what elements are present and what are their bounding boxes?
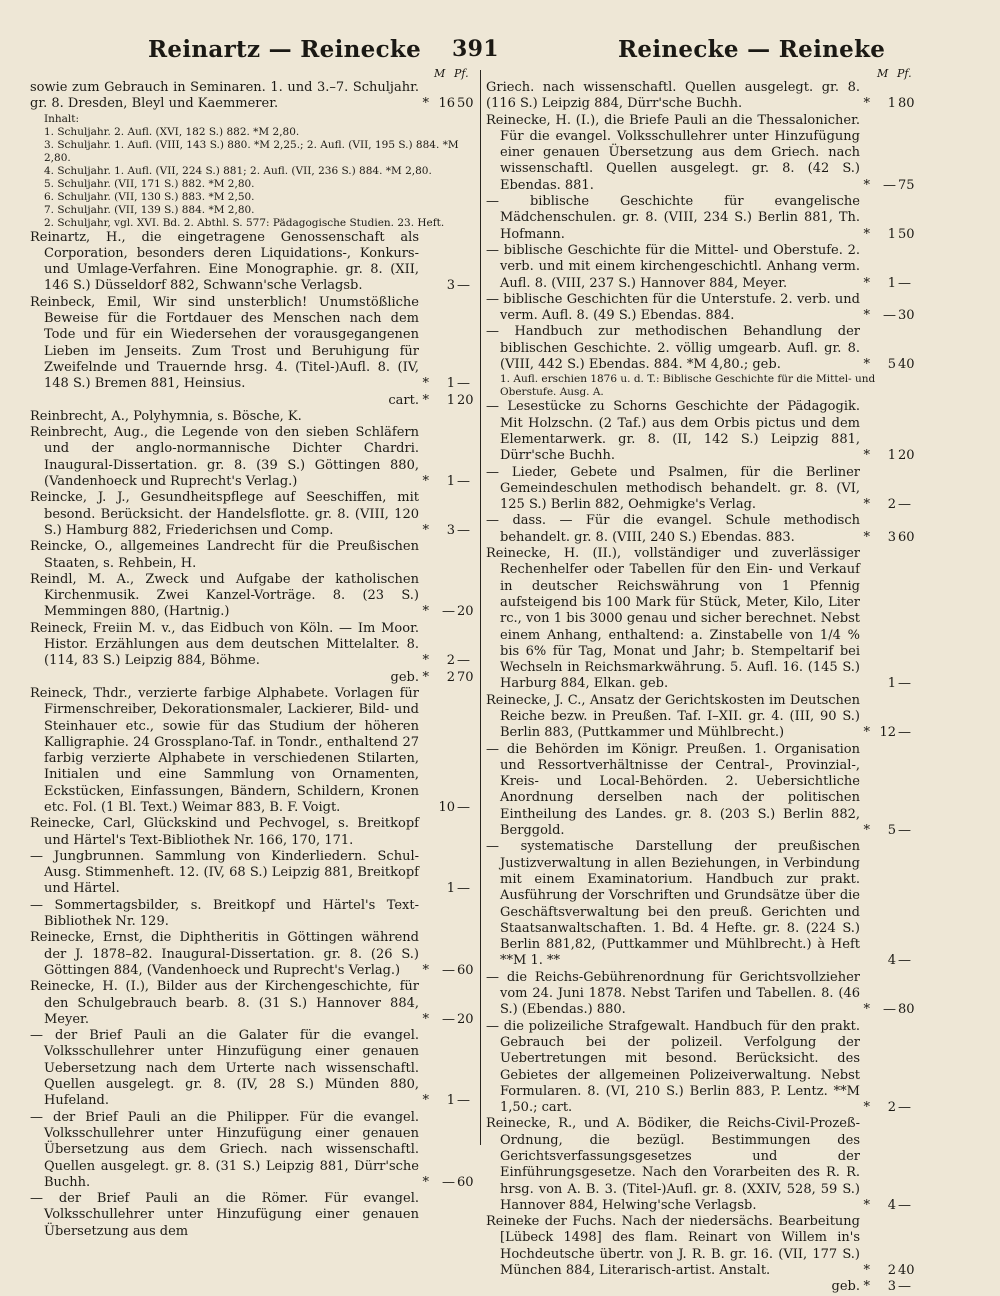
catalog-entry xyxy=(30,490,477,539)
catalog-entry xyxy=(486,80,918,113)
price-pfennig: — xyxy=(898,676,911,692)
price-mark: 1 xyxy=(887,448,896,464)
catalog-entry xyxy=(30,539,477,572)
price-pfennig: — xyxy=(898,1197,911,1213)
entry-text: — Lesestücke zu Schorns Geschichte der Pädagogik. Mit Holzschn. (2 Taf.) aus dem Orbis pictus und dem Elementarwerk. gr. 8. (II, 142 S.) Leipzig 881, Dürr'sche Buchh. xyxy=(486,399,860,464)
catalog-entry xyxy=(30,816,477,849)
price-mark: 1 xyxy=(446,1093,455,1109)
price-star: * xyxy=(422,653,429,669)
entry-text: Reinecke, Ernst, die Diphtheritis in Göttingen während der J. 1878–82. Inaugural-Dissertation. gr. 8. (26 S.) Göttingen 884, (Vandenhoeck und Ruprecht's Verlag.) xyxy=(30,930,419,978)
price-pfennig: 60 xyxy=(898,529,915,545)
price-mark: 2 xyxy=(446,669,455,685)
price-star: * xyxy=(422,96,429,112)
entry-text: — der Brief Pauli an die Galater für die evangel. Volksschullehrer unter Hinzufügung einer genauen Uebersetzung nach dem Urterte nach wissenschaftl. Quellen ausgelegt. gr. 8. (IV, 28 S.) Münden 880, Hufeland. xyxy=(30,1028,419,1109)
price-mark: 1 xyxy=(446,881,455,897)
price-mark: 1 xyxy=(887,96,896,112)
entry-text: Reinecke, H. (II.), vollständiger und zuverlässiger Rechenhelfer oder Tabellen für den Ein- und Verkauf in deutscher Reichswährung von 1 Pfennig aufsteigend bis 100 Mark für Stück, Meter, Kilo, Liter rc., von 1 bis 3000 genau und sicher berechnet. Nebst einem Anhang, enthaltend: a. Zinstabelle von 1/4 % bis 6% für Tag, Monat und Jahr; b. Stempeltarif bei Wechseln in Reichsmarkwährung. 5. Aufl. 16. (145 S.) Harburg 884, Elkan. geb. xyxy=(486,546,860,692)
entry-text: — Jungbrunnen. Sammlung von Kinderliedern. Schul-Ausg. Stimmenheft. 12. (IV, 68 S.) Leipzig 881, Breitkopf und Härtel. xyxy=(30,848,419,897)
catalog-entry xyxy=(30,1028,477,1109)
price-mark: 1 xyxy=(887,226,896,242)
price-star: * xyxy=(863,448,870,464)
price-mark: 5 xyxy=(887,357,896,373)
catalog-entry xyxy=(30,230,477,295)
price-pfennig: 75 xyxy=(898,177,915,193)
catalog-entry xyxy=(30,572,477,621)
entry-text: cart. xyxy=(388,392,419,408)
column-divider xyxy=(480,70,481,1145)
price-mark: 1 xyxy=(446,474,455,490)
entry-text: Reinecke, H. (I.), die Briefe Pauli an die Thessalonicher. Für die evangel. Volksschullehrer unter Hinzufügung einer genauen Übersetzung aus dem Griech. nach wissenschaftl. Quellen ausgelegt. gr. 8. (42 S.) Ebendas. 881. xyxy=(486,112,860,193)
price-pfennig: — xyxy=(457,881,470,897)
unit-pfennig: Pf. xyxy=(454,67,469,80)
price-mark: — xyxy=(883,177,896,193)
note-line: 5. Schuljahr. (VII, 171 S.) 882. *M 2,80. xyxy=(44,177,255,190)
price-star: * xyxy=(863,1197,870,1213)
entry-text: Reinecke, Carl, Glückskind und Pechvogel, s. Breitkopf und Härtel's Text-Bibliothek Nr. 166, 170, 171. xyxy=(30,816,419,848)
entry-text: Reinbeck, Emil, Wir sind unsterblich! Unumstößliche Beweise für die Fortdauer des Menschen nach dem Tode und für ein Wiedersehen der vorausgegangenen Lieben im Jenseits. Zum Trost und Beruhigung für Zweifelnde und Trauernde hrsg. 4. (Titel-)Aufl. 8. (IV, 148 S.) Bremen 881, Heinsius. xyxy=(30,294,419,392)
price-mark: 1 xyxy=(887,275,896,291)
price-pfennig: — xyxy=(457,522,470,538)
page-number: 391 xyxy=(452,36,499,62)
price-star: * xyxy=(863,308,870,324)
entry-text: — Lieder, Gebete und Psalmen, für die Berliner Gemeindeschulen methodisch behandelt. gr. 8. (VI, 125 S.) Berlin 882, Oehmigke's Verlag. xyxy=(486,464,860,513)
catalog-entry xyxy=(30,80,477,113)
price-star: * xyxy=(863,1279,870,1295)
price-mark: — xyxy=(442,962,455,978)
note-line: 1. Aufl. erschien 1876 u. d. T.: Biblische Geschichte für die Mittel- und Oberstufe. Ausg. A. xyxy=(500,373,876,399)
price-star: * xyxy=(863,357,870,373)
price-pfennig: — xyxy=(457,278,470,294)
entry-text: — biblische Geschichten für die Unterstufe. 2. verb. und verm. Aufl. 8. (49 S.) Ebendas. 884. xyxy=(486,291,860,324)
unit-mark: M xyxy=(877,67,889,80)
catalog-entry xyxy=(30,670,477,686)
price-mark: 3 xyxy=(446,278,455,294)
price-pfennig: — xyxy=(898,497,911,513)
right-column xyxy=(486,66,918,1295)
price-pfennig: — xyxy=(457,376,470,392)
entry-text: Reincke, O., allgemeines Landrecht für die Preußischen Staaten, s. Rehbein, H. xyxy=(30,539,419,571)
entry-text: — Sommertagsbilder, s. Breitkopf und Härtel's Text-Bibliothek Nr. 129. xyxy=(30,897,419,930)
catalog-entry xyxy=(486,1116,918,1214)
catalog-entry xyxy=(486,546,918,693)
price-mark: 10 xyxy=(438,799,455,815)
price-mark: 4 xyxy=(887,953,896,969)
catalog-entry xyxy=(30,1191,477,1240)
entry-note xyxy=(30,113,477,230)
price-pfennig: — xyxy=(898,953,911,969)
price-pfennig: — xyxy=(457,653,470,669)
note-line: 4. Schuljahr. 1. Aufl. (VII, 224 S.) 881; 2. Aufl. (VII, 236 S.) 884. *M 2,80. xyxy=(44,164,432,177)
catalog-entry xyxy=(486,113,918,194)
price-star: * xyxy=(863,725,870,741)
price-pfennig: — xyxy=(898,725,911,741)
catalog-entry xyxy=(486,243,918,292)
price-mark: — xyxy=(442,604,455,620)
catalog-entry xyxy=(486,399,918,464)
price-star: * xyxy=(422,962,429,978)
price-star: * xyxy=(863,1002,870,1018)
price-star: * xyxy=(863,275,870,291)
note-line: Inhalt: xyxy=(44,112,80,125)
catalog-entry xyxy=(486,513,918,546)
price-mark: 1 xyxy=(446,376,455,392)
catalog-entry xyxy=(30,1110,477,1191)
catalog-entry xyxy=(486,693,918,742)
price-mark: 16 xyxy=(438,96,455,112)
price-pfennig: — xyxy=(457,474,470,490)
entry-text: Reineck, Thdr., verzierte farbige Alphabete. Vorlagen für Firmenschreiber, Dekorationsmaler, Lackierer, Bild- und Steinhauer etc., sowie für das Studium der höheren Kalligraphie. 24 Grossplano-Taf. in Tondr., enthaltend 27 farbig verzierte Alphabete in verschiedenen Stilarten, Initialen und eine Sammlung von Ornamenten, Eckstücken, Einfassungen, Bändern, Schildern, Kronen etc. Fol. (1 Bl. Text.) Weimar 883, B. F. Voigt. xyxy=(30,685,419,815)
catalog-entry xyxy=(30,425,477,490)
entry-text: Griech. nach wissenschaftl. Quellen ausgelegt. gr. 8. (116 S.) Leipzig 884, Dürr'sche Buchh. xyxy=(486,80,860,112)
price-mark: 2 xyxy=(887,1263,896,1279)
running-head-left: Reinartz — Reinecke xyxy=(148,36,422,63)
price-star: * xyxy=(863,96,870,112)
catalog-entry xyxy=(486,465,918,514)
price-pfennig: — xyxy=(898,1100,911,1116)
price-star: * xyxy=(863,823,870,839)
price-mark: 2 xyxy=(446,653,455,669)
price-pfennig: — xyxy=(457,1093,470,1109)
entry-text: Reineke der Fuchs. Nach der niedersächs. Bearbeitung [Lübeck 1498] des flam. Reinart von Willem in's Hochdeutsche übertr. von J. R. B. gr. 16. (VII, 177 S.) München 884, Literarisch-artist. Anstalt. xyxy=(486,1214,860,1279)
running-head-right: Reinecke — Reineke xyxy=(618,36,886,63)
price-mark: — xyxy=(442,1174,455,1190)
price-pfennig: 20 xyxy=(457,392,474,408)
price-mark: 1 xyxy=(887,676,896,692)
price-star: * xyxy=(422,474,429,490)
price-star: * xyxy=(422,604,429,620)
price-mark: — xyxy=(883,1002,896,1018)
price-star: * xyxy=(863,529,870,545)
catalog-entry xyxy=(30,295,477,393)
entry-text: Reinbrecht, Aug., die Legende von den sieben Schläfern und der anglo-normannische Dichter Chardri. Inaugural-Dissertation. gr. 8. (39 S.) Göttingen 880, (Vandenhoeck und Ruprecht's Verlag.) xyxy=(30,425,419,490)
catalog-entry xyxy=(486,970,918,1019)
price-pfennig: — xyxy=(457,799,470,815)
entry-text: geb. xyxy=(831,1279,860,1295)
price-units-header xyxy=(486,66,918,80)
catalog-entry xyxy=(486,742,918,840)
price-mark: 2 xyxy=(887,497,896,513)
price-star: * xyxy=(422,376,429,392)
catalog-entry xyxy=(30,409,477,425)
catalog-entry xyxy=(486,1019,918,1117)
price-mark: 1 xyxy=(446,392,455,408)
entry-text: — biblische Geschichte für die Mittel- und Oberstufe. 2. verb. und mit einem kirchengeschichtl. Anhang verm. Aufl. 8. (VIII, 237 S.) Hannover 884, Meyer. xyxy=(486,242,860,291)
price-star: * xyxy=(863,1263,870,1279)
price-pfennig: 50 xyxy=(457,96,474,112)
catalog-entry xyxy=(30,979,477,1028)
price-mark: 4 xyxy=(887,1197,896,1213)
entry-text: geb. xyxy=(390,669,419,685)
catalog-entry xyxy=(30,898,477,931)
price-pfennig: 50 xyxy=(898,226,915,242)
catalog-entry xyxy=(30,621,477,670)
catalog-entry xyxy=(486,324,918,373)
entry-text: — biblische Geschichte für evangelische Mädchenschulen. gr. 8. (VIII, 234 S.) Berlin 881, Th. Hofmann. xyxy=(486,194,860,242)
catalog-entry xyxy=(30,686,477,816)
entry-text: Reinartz, H., die eingetragene Genossenschaft als Corporation, besonders deren Liquidations-, Konkurs- und Umlage-Verfahren. Eine Monographie. gr. 8. (XII, 146 S.) Düsseldorf 882, Schwann'sche Verlagsb. xyxy=(30,229,419,294)
catalog-entry xyxy=(30,930,477,979)
price-pfennig: 20 xyxy=(457,1011,474,1027)
price-star: * xyxy=(863,1100,870,1116)
price-star: * xyxy=(422,522,429,538)
price-units-header xyxy=(30,66,477,80)
price-mark: — xyxy=(883,308,896,324)
entry-text: Reineck, Freiin M. v., das Eidbuch von Köln. — Im Moor. Histor. Erzählungen aus dem deutschen Mittelalter. 8. (114, 83 S.) Leipzig 884, Böhme. xyxy=(30,620,419,669)
note-line: 2. Schuljahr, vgl. XVI. Bd. 2. Abthl. S. 577: Pädagogische Studien. 23. Heft. xyxy=(44,216,445,229)
price-pfennig: 40 xyxy=(898,357,915,373)
price-star: * xyxy=(422,1093,429,1109)
price-mark: 3 xyxy=(887,529,896,545)
price-pfennig: 80 xyxy=(898,1002,915,1018)
entry-text: Reinecke, H. (I.), Bilder aus der Kirchengeschichte, für den Schulgebrauch bearb. 8. (31 S.) Hannover 884, Meyer. xyxy=(30,979,419,1027)
price-mark: 3 xyxy=(446,522,455,538)
price-mark: 3 xyxy=(887,1279,896,1295)
note-line: 7. Schuljahr. (VII, 139 S.) 884. *M 2,80. xyxy=(44,203,255,216)
price-pfennig: 20 xyxy=(457,604,474,620)
catalog-entry xyxy=(486,194,918,243)
catalog-entry xyxy=(30,393,477,409)
price-pfennig: 80 xyxy=(898,96,915,112)
catalog-entry xyxy=(30,849,477,898)
note-line: 6. Schuljahr. (VII, 130 S.) 883. *M 2,50. xyxy=(44,190,255,203)
price-pfennig: — xyxy=(898,1279,911,1295)
entry-text: Reinecke, J. C., Ansatz der Gerichtskosten im Deutschen Reiche bezw. in Preußen. Taf. I–XII. gr. 4. (III, 90 S.) Berlin 883, (Puttkammer und Mühlbrecht.) xyxy=(486,692,860,741)
price-pfennig: — xyxy=(898,275,911,291)
catalog-entry xyxy=(486,1279,918,1295)
price-star: * xyxy=(863,177,870,193)
price-mark: — xyxy=(442,1011,455,1027)
price-star: * xyxy=(863,497,870,513)
entry-text: — die Reichs-Gebührenordnung für Gerichtsvollzieher vom 24. Juni 1878. Nebst Tarifen und Tabellen. 8. (46 S.) (Ebendas.) 880. xyxy=(486,969,860,1018)
catalog-entry xyxy=(486,839,918,969)
entry-text: Reindl, M. A., Zweck und Aufgabe der katholischen Kirchenmusik. Zwei Kanzel-Vorträge. 8. (23 S.) Memmingen 880, (Hartnig.) xyxy=(30,571,419,620)
entry-text: Reinbrecht, A., Polyhymnia, s. Bösche, K. xyxy=(30,408,302,424)
price-pfennig: 20 xyxy=(898,448,915,464)
entry-text: — der Brief Pauli an die Philipper. Für die evangel. Volksschullehrer unter Hinzufügung einer genauen Übersetzung aus dem Griech. nach wissenschaftl. Quellen ausgelegt. gr. 8. (31 S.) Leipzig 881, Dürr'sche Buchh. xyxy=(30,1109,419,1190)
entry-text: sowie zum Gebrauch in Seminaren. 1. und 3.–7. Schuljahr. gr. 8. Dresden, Bleyl und Kaemmerer. xyxy=(30,80,419,112)
note-line: 1. Schuljahr. 2. Aufl. (XVI, 182 S.) 882. *M 2,80. xyxy=(44,125,300,138)
unit-mark: M xyxy=(434,67,446,80)
price-mark: 12 xyxy=(879,725,896,741)
entry-note xyxy=(486,373,918,399)
price-pfennig: 40 xyxy=(898,1263,915,1279)
price-mark: 5 xyxy=(887,823,896,839)
catalog-entry xyxy=(486,292,918,325)
price-pfennig: 60 xyxy=(457,1174,474,1190)
price-star: * xyxy=(422,669,429,685)
price-pfennig: 70 xyxy=(457,669,474,685)
entry-text: — die polizeiliche Strafgewalt. Handbuch für den prakt. Gebrauch bei der polizeil. Verfolgung der Uebertretungen mit besond. Berücksicht. des Gebietes der allgemeinen Polizeiverwaltung. Nebst Formularen. 8. (VI, 210 S.) Berlin 883, P. Lentz. **M 1,50.; cart. xyxy=(486,1018,860,1116)
page-header xyxy=(0,36,1000,66)
price-pfennig: — xyxy=(898,823,911,839)
catalog-entry xyxy=(486,1214,918,1279)
left-column xyxy=(30,66,477,1239)
entry-text: Reinecke, R., und A. Bödiker, die Reichs-Civil-Prozeß-Ordnung, die bezügl. Bestimmungen des Gerichtsverfassungsgesetzes und der Einführungsgesetze. Nach den Vorarbeiten des R. R. hrsg. von A. B. 3. (Titel-)Aufl. gr. 8. (XXIV, 528, 59 S.) Hannover 884, Helwing'sche Verlagsb. xyxy=(486,1116,860,1213)
entry-text: — der Brief Pauli an die Römer. Für evangel. Volksschullehrer unter Hinzufügung einer genauen Übersetzung aus dem xyxy=(30,1191,419,1239)
entry-text: — die Behörden im Königr. Preußen. 1. Organisation und Ressortverhältnisse der Central-, Provinzial-, Kreis- und Local-Behörden. 2. Uebersichtliche Anordnung derselben nach der politischen Eintheilung des Landes. gr. 8. (203 S.) Berlin 882, Berggold. xyxy=(486,741,860,839)
price-pfennig: 30 xyxy=(898,308,915,324)
price-pfennig: 60 xyxy=(457,962,474,978)
entry-text: — dass. — Für die evangel. Schule methodisch behandelt. gr. 8. (VIII, 240 S.) Ebendas. 883. xyxy=(486,513,860,545)
entry-text: — systematische Darstellung der preußischen Justizverwaltung in allen Beziehungen, in Verbindung mit einem Examinatorium. Handbuch zur prakt. Ausführung der Vorschriften und Grundsätze über die Geschäftsverwaltung bei den preuß. Gerichten und Staatsanwaltschaften. 1. Bd. 4 Hefte. gr. 8. (224 S.) Berlin 881,82, (Puttkammer und Mühlbrecht.) à Heft **M 1. ** xyxy=(486,839,860,969)
unit-pfennig: Pf. xyxy=(897,67,912,80)
entry-text: Reincke, J. J., Gesundheitspflege auf Seeschiffen, mit besond. Berücksicht. der Handelsflotte. gr. 8. (VIII, 120 S.) Hamburg 882, Friederichsen und Comp. xyxy=(30,490,419,538)
entry-text: — Handbuch zur methodischen Behandlung der biblischen Geschichte. 2. völlig umgearb. Aufl. gr. 8. (VIII, 442 S.) Ebendas. 884. *M 4,80.; geb. xyxy=(486,324,860,373)
price-mark: 2 xyxy=(887,1100,896,1116)
note-line: 3. Schuljahr. 1. Aufl. (VIII, 143 S.) 880. *M 2,25.; 2. Aufl. (VII, 195 S.) 884. *M 2,80. xyxy=(44,138,459,164)
price-star: * xyxy=(863,226,870,242)
price-star: * xyxy=(422,1174,429,1190)
price-star: * xyxy=(422,1011,429,1027)
price-star: * xyxy=(422,392,429,408)
